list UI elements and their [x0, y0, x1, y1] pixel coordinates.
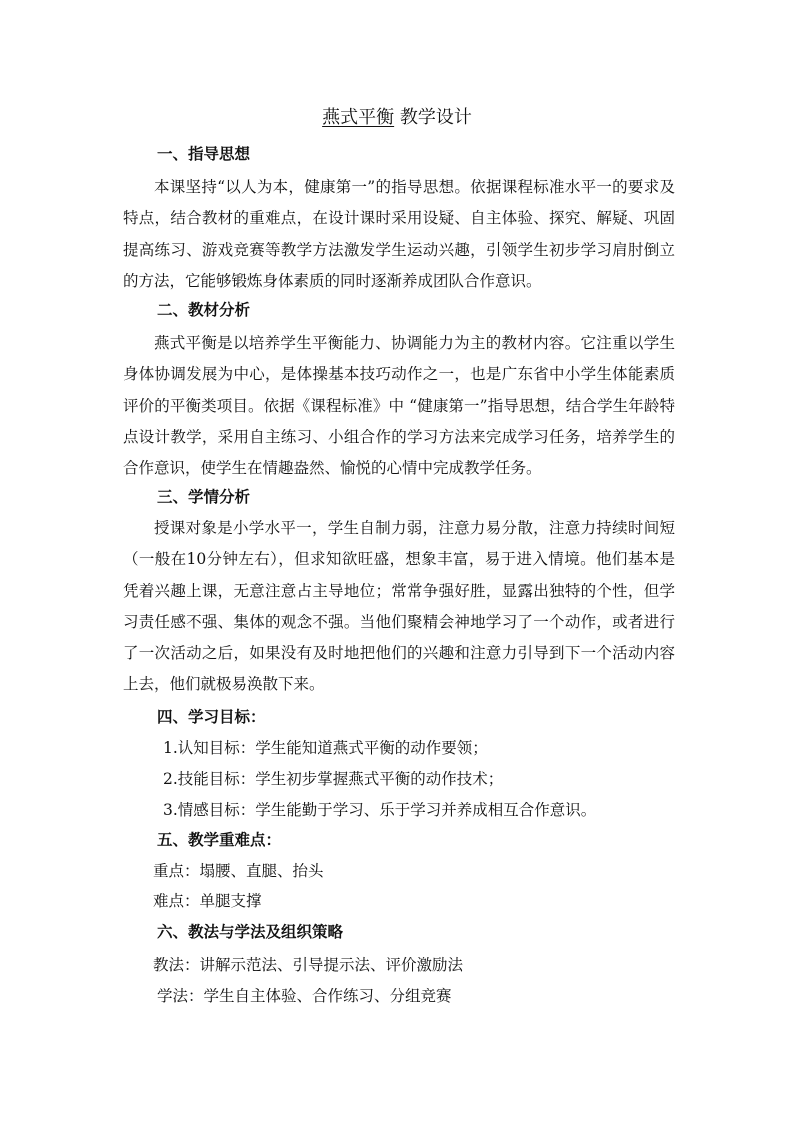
- teaching-method-item: 教法：讲解示范法、引导提示法、评价激励法: [153, 956, 464, 974]
- section-body-learner-analysis: 授课对象是小学水平一，学生自制力弱，注意力易分散，注意力持续时间短（一般在10分钟左右），但求知欲旺盛，想象丰富，易于进入情境。他们基本是凭着兴趣上课，无意注意占主导地位；常常争强好胜，显露出独特的个性，但学习责任感不强、集体的观念不强。当他们聚精会神地学习了一个动作，或者进行了一次活动之后，如果没有及时地把他们的兴趣和注意力引导到下一个活动内容上去，他们就极易涣散下来。: [123, 519, 675, 694]
- section-heading-learner-analysis: 三、学情分析: [157, 487, 251, 506]
- section-heading-key-difficult-points: 五、教学重难点：: [157, 830, 282, 849]
- objective-item: 3.情感目标：学生能勤于学习、乐于学习并养成相互合作意识。: [163, 801, 597, 819]
- section-body-guiding-ideology: 本课坚持“以人为本，健康第一”的指导思想。依据课程标准水平一的要求及特点，结合教材的重难点，在设计课时采用设疑、自主体验、探究、解疑、巩固提高练习、游戏竞赛等教学方法激发学生运动兴趣，引领学生初步学习肩肘倒立的方法，它能够锻炼身体素质的同时逐渐养成团队合作意识。: [123, 178, 675, 290]
- document-title: [0, 104, 794, 132]
- title-suffix: 教学设计: [399, 107, 472, 128]
- difficult-point-item: 难点：单腿支撑: [153, 892, 262, 910]
- section-heading-material-analysis: 二、教材分析: [157, 300, 251, 319]
- section-heading-guiding-ideology: 一、指导思想: [157, 144, 251, 163]
- key-point-item: 重点：塌腰、直腿、抬头: [153, 862, 324, 880]
- title-lesson-name: 燕式平衡: [322, 107, 395, 128]
- section-heading-methods-strategy: 六、教法与学法及组织策略: [157, 922, 344, 941]
- objective-item: 1.认知目标：学生能知道燕式平衡的动作要领；: [163, 739, 488, 757]
- objective-item: 2.技能目标：学生初步掌握燕式平衡的动作技术；: [163, 770, 504, 788]
- section-body-material-analysis: 燕式平衡是以培养学生平衡能力、协调能力为主的教材内容。它注重以学生身体协调发展为中心，是体操基本技巧动作之一，也是广东省中小学生体能素质评价的平衡类项目。依据《课程标准》中 “健康第一”指导思想，结合学生年龄特点设计教学，采用自主练习、小组合作的学习方法来完成学习任务，培养学生的合作意识，使学生在情趣盎然、愉悦的心情中完成教学任务。: [123, 334, 675, 478]
- section-heading-learning-objectives: 四、学习目标：: [157, 707, 266, 726]
- learning-method-item: 学法：学生自主体验、合作练习、分组竞赛: [157, 987, 452, 1005]
